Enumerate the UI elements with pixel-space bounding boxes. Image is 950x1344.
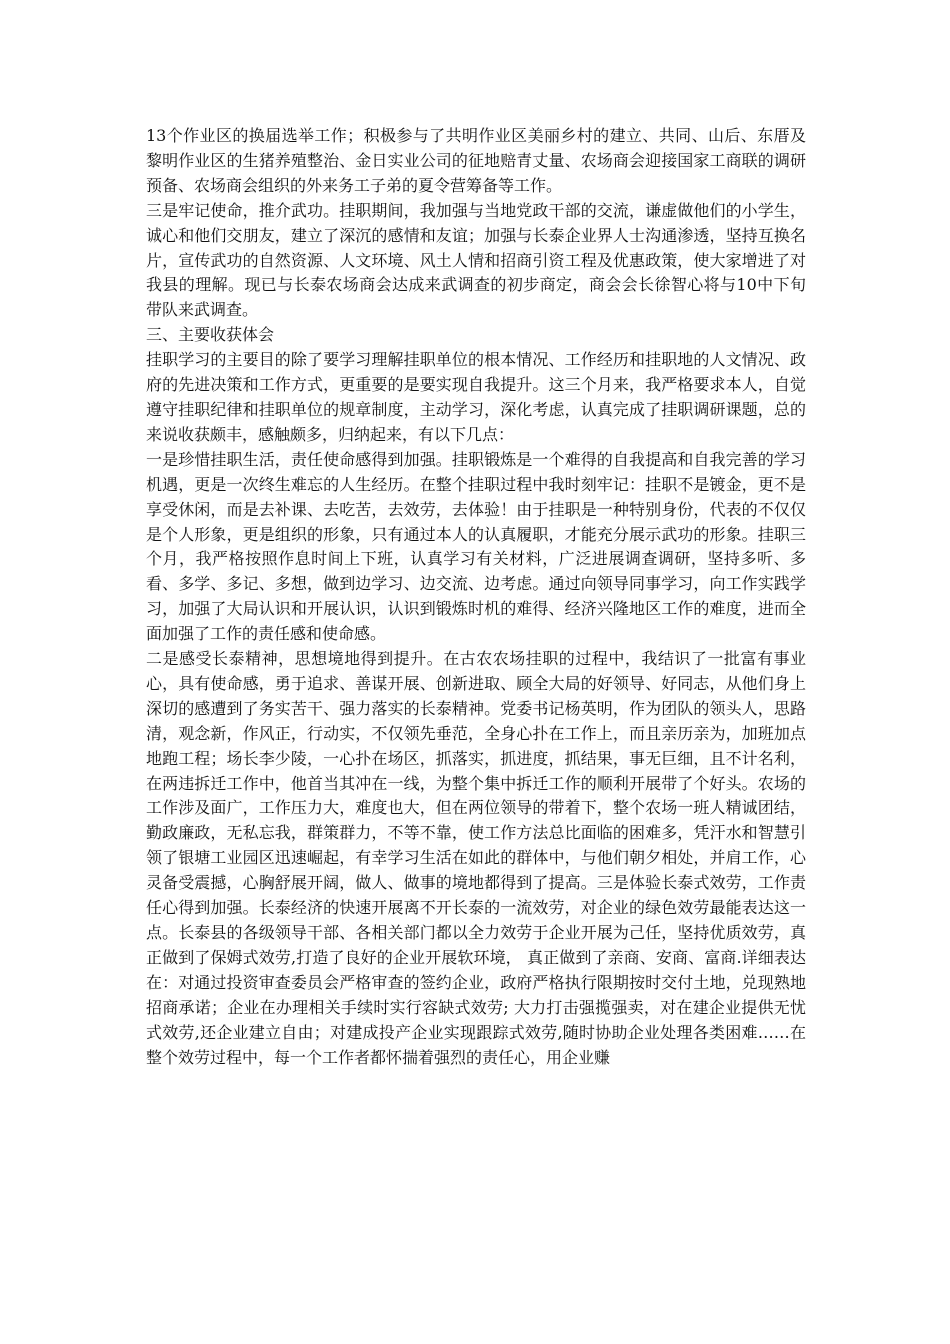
section-heading-gains: 三、主要收获体会 [146, 325, 275, 345]
document-page [146, 124, 806, 1070]
paragraph-point-two: 二是感受长泰精神，思想境地得到提升。在古农农场挂职的过程中，我结识了一批富有事业心，具有使命感，勇于追求、善谋开展、创新进取、顾全大局的好领导、好同志，从他们身上深切的感遭到了务实苦干、强力落实的长泰精神。党委书记杨英明，作为团队的领头人，思路清，观念新，作风正，行动实，不仅领先垂范，全身心扑在工作上，而且亲历亲为，加班加点地跑工程；场长李少陵，一心扑在场区，抓落实，抓进度，抓结果，事无巨细，且不计名利，在两违拆迁工作中，他首当其冲在一线，为整个集中拆迁工作的顺利开展带了个好头。农场的工作涉及面广，工作压力大，难度也大，但在两位领导的带着下，整个农场一班人精诚团结，勤政廉政，无私忘我，群策群力，不等不靠，使工作方法总比面临的困难多，凭汗水和智慧引领了银塘工业园区迅速崛起，有幸学习生活在如此的群体中，与他们朝夕相处，并肩工作，心灵备受震撼，心胸舒展开阔，做人、做事的境地都得到了提高。三是体验长泰式效劳，工作责任心得到加强。长泰经济的快速开展离不开长泰的一流效劳，对企业的绿色效劳最能表达这一点。长泰县的各级领导干部、各相关部门都以全力效劳于企业开展为己任，坚持优质效劳，真正做到了保姆式效劳,打造了良好的企业开展软环境， 真正做到了亲商、安商、富商.详细表达在：对通过投资审查委员会严格审查的签约企业，政府严格执行限期按时交付土地，兑现熟地招商承诺；企业在办理相关手续时实行容缺式效劳; 大力打击强揽强卖，对在建企业提供无忧式效劳,还企业建立自由；对建成投产企业实现跟踪式效劳,随时协助企业处理各类困难……在整个效劳过程中，每一个工作者都怀揣着强烈的责任心，用企业赚 [146, 649, 806, 1067]
paragraph-election-work: 13个作业区的换届选举工作；积极参与了共明作业区美丽乡村的建立、共同、山后、东厝及黎明作业区的生猪养殖整治、金日实业公司的征地赔青丈量、农场商会迎接国家工商联的调研预备、农场商会组织的外来务工子弟的夏令营筹备等工作。 [146, 126, 806, 195]
paragraph-point-one: 一是珍惜挂职生活，责任使命感得到加强。挂职锻炼是一个难得的自我提高和自我完善的学习机遇，更是一次终生难忘的人生经历。在整个挂职过程中我时刻牢记：挂职不是镀金，更不是享受休闲，而是去补课、去吃苦，去效劳，去体验！由于挂职是一种特别身份，代表的不仅仅是个人形象，更是组织的形象，只有通过本人的认真履职，才能充分展示武功的形象。挂职三个月，我严格按照作息时间上下班，认真学习有关材料，广泛进展调查调研，坚持多听、多看、多学、多记、多想，做到边学习、边交流、边考虑。通过向领导同事学习，向工作实践学习，加强了大局认识和开展认识，认识到锻炼时机的难得、经济兴隆地区工作的难度，进而全面加强了工作的责任感和使命感。 [146, 449, 806, 644]
paragraph-purpose: 挂职学习的主要目的除了要学习理解挂职单位的根本情况、工作经历和挂职地的人文情况、政府的先进决策和工作方式，更重要的是要实现自我提升。这三个月来，我严格要求本人，自觉遵守挂职纪律和挂职单位的规章制度，主动学习，深化考虑，认真完成了挂职调研课题，总的来说收获颇丰，感触颇多，归纳起来，有以下几点： [146, 350, 806, 444]
paragraph-mission-promotion: 三是牢记使命，推介武功。挂职期间，我加强与当地党政干部的交流，谦虚做他们的小学生，诚心和他们交朋友，建立了深沉的感情和友谊；加强与长泰企业界人士沟通渗透，坚持互换名片，宣传武功的自然资源、人文环境、风土人情和招商引资工程及优惠政策，使大家增进了对我县的理解。现已与长泰农场商会达成来武调查的初步商定，商会会长徐智心将与10中下旬带队来武调查。 [146, 200, 806, 320]
